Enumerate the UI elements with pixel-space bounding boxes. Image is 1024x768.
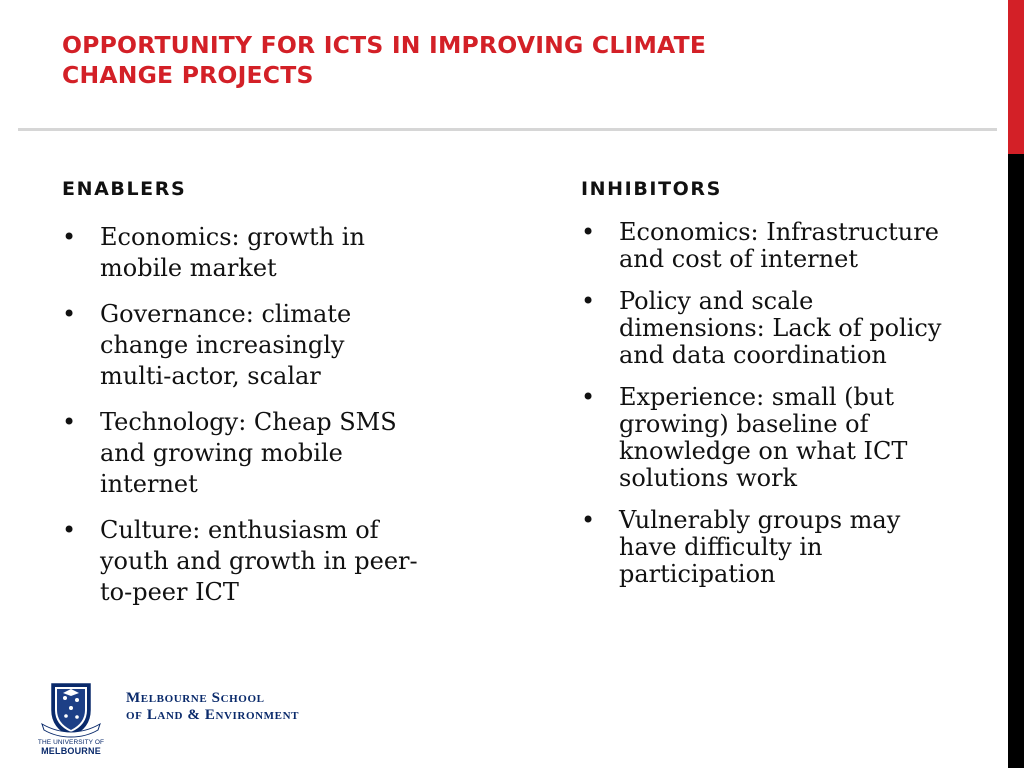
- university-name-line-1: THE UNIVERSITY OF: [37, 739, 105, 746]
- bullet-icon: •: [581, 287, 596, 315]
- school-name: [126, 690, 299, 724]
- slide-title: [62, 30, 862, 90]
- inhibitors-item: [581, 384, 956, 492]
- enablers-item-text: Economics: growth in mobile market: [100, 223, 365, 282]
- enablers-item-text: Culture: enthusiasm of youth and growth in peer-to-peer ICT: [100, 516, 418, 606]
- inhibitors-list: [581, 219, 956, 603]
- slide-title-line-2: CHANGE PROJECTS: [62, 61, 314, 89]
- inhibitors-item-text: Policy and scale dimensions: Lack of policy and data coordination: [619, 287, 942, 369]
- school-name-line-1: Melbourne School: [126, 690, 265, 706]
- enablers-item: [62, 222, 422, 284]
- inhibitors-item: [581, 219, 956, 273]
- inhibitors-item: [581, 507, 956, 588]
- slide-title-line-1: OPPORTUNITY FOR ICTS IN IMPROVING CLIMATE: [62, 31, 707, 59]
- enablers-heading: ENABLERS: [62, 178, 187, 200]
- inhibitors-item-text: Economics: Infrastructure and cost of internet: [619, 218, 939, 273]
- enablers-item-text: Technology: Cheap SMS and growing mobile internet: [100, 408, 397, 498]
- enablers-item: [62, 299, 422, 392]
- enablers-item: [62, 407, 422, 500]
- bullet-icon: •: [581, 506, 596, 534]
- side-accent-bar-black: [1008, 154, 1024, 768]
- university-crest-icon: [36, 680, 106, 738]
- bullet-icon: •: [581, 383, 596, 411]
- university-name-line-2: MELBOURNE: [41, 746, 101, 756]
- inhibitors-item-text: Vulnerably groups may have difficulty in participation: [619, 506, 901, 588]
- side-accent-bar-red: [1008, 0, 1024, 154]
- bullet-icon: •: [62, 516, 77, 544]
- bullet-icon: •: [581, 218, 596, 246]
- title-divider: [18, 128, 997, 131]
- bullet-icon: •: [62, 300, 77, 328]
- bullet-icon: •: [62, 223, 77, 251]
- inhibitors-item: [581, 288, 956, 369]
- enablers-list: [62, 222, 422, 623]
- inhibitors-heading: INHIBITORS: [581, 178, 722, 200]
- school-name-line-2: of Land & Environment: [126, 707, 300, 723]
- bullet-icon: •: [62, 408, 77, 436]
- enablers-item-text: Governance: climate change increasingly multi-actor, scalar: [100, 300, 352, 390]
- enablers-item: [62, 515, 422, 608]
- inhibitors-item-text: Experience: small (but growing) baseline of knowledge on what ICT solutions work: [619, 383, 908, 492]
